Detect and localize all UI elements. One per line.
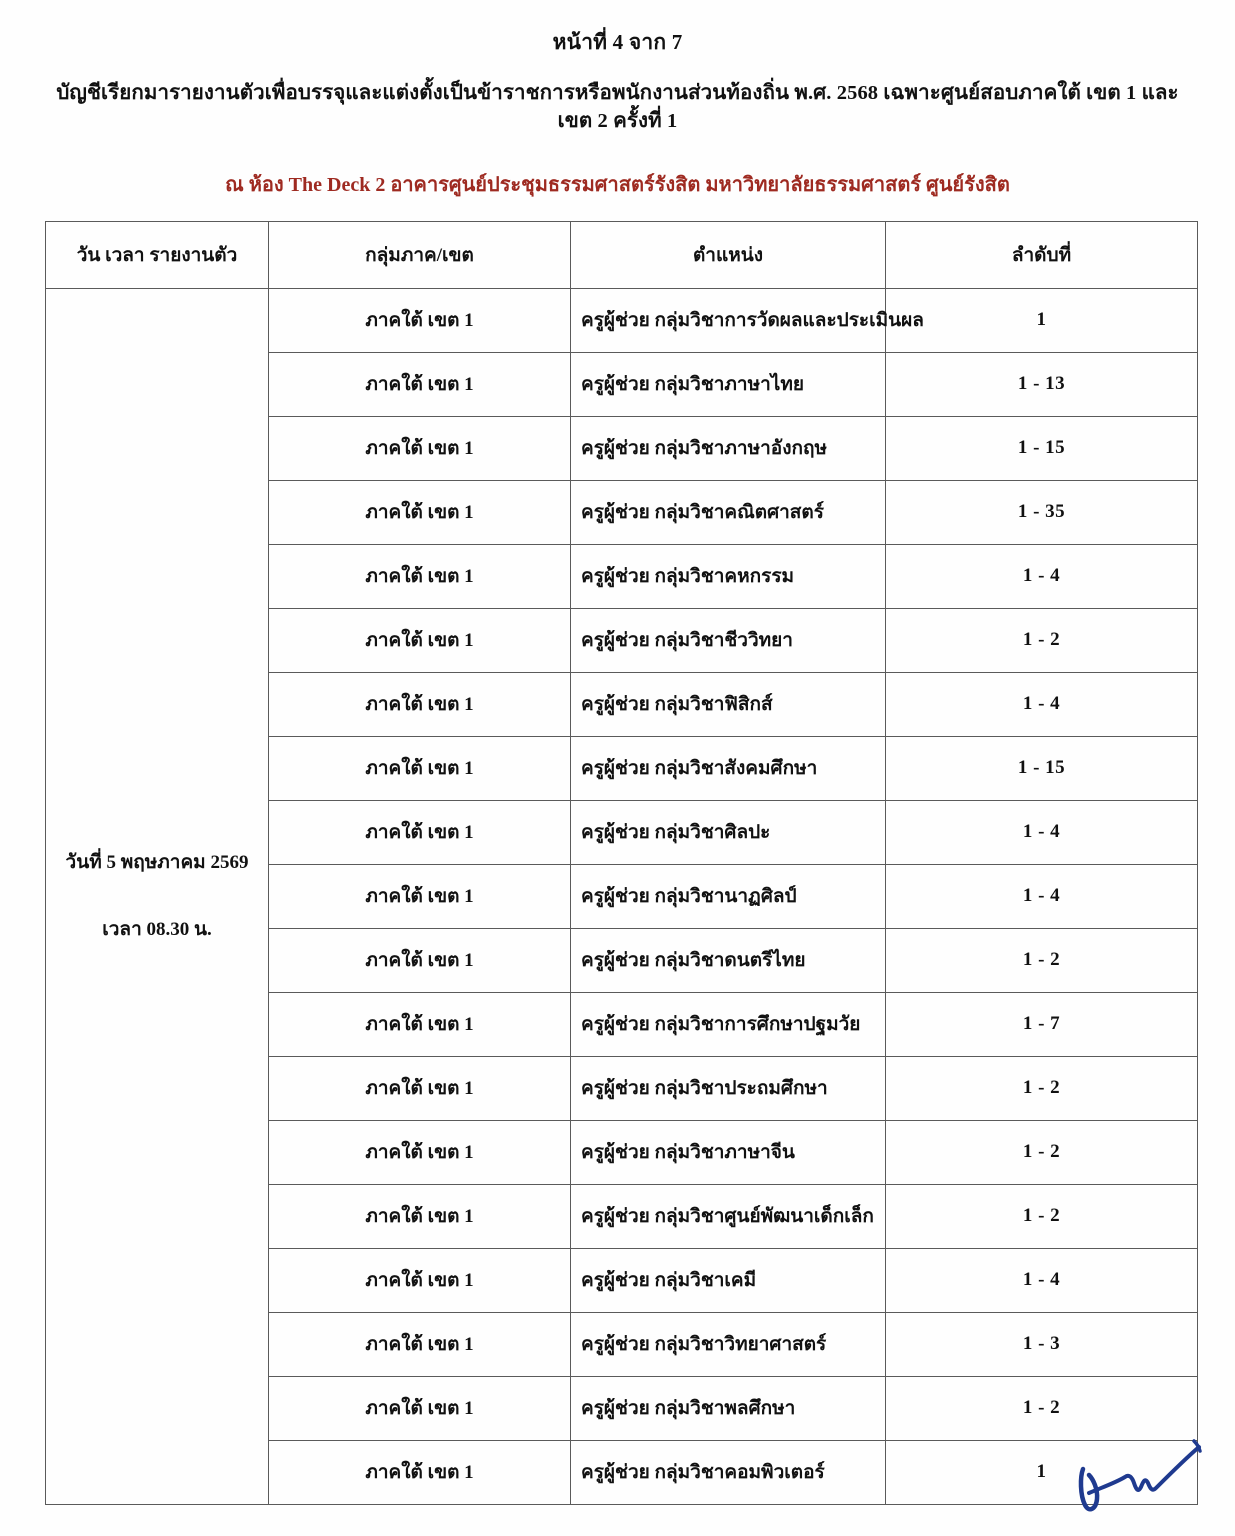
cell-region: ภาคใต้ เขต 1 xyxy=(269,352,571,416)
cell-order: 1 - 13 xyxy=(886,352,1198,416)
cell-position: ครูผู้ช่วย กลุ่มวิชาการวัดผลและประเมินผล xyxy=(571,288,886,352)
cell-region: ภาคใต้ เขต 1 xyxy=(269,736,571,800)
cell-region: ภาคใต้ เขต 1 xyxy=(269,544,571,608)
column-header-region: กลุ่มภาค/เขต xyxy=(269,221,571,288)
cell-order: 1 - 4 xyxy=(886,544,1198,608)
venue-subtitle: ณ ห้อง The Deck 2 อาคารศูนย์ประชุมธรรมศาสตร์รังสิต มหาวิทยาลัยธรรมศาสตร์ ศูนย์รังสิต xyxy=(225,173,1010,196)
cell-position: ครูผู้ช่วย กลุ่มวิชาภาษาไทย xyxy=(571,352,886,416)
cell-region: ภาคใต้ เขต 1 xyxy=(269,1056,571,1120)
report-table xyxy=(45,221,1198,1505)
cell-order: 1 - 2 xyxy=(886,1376,1198,1440)
cell-position: ครูผู้ช่วย กลุ่มวิชาคอมพิวเตอร์ xyxy=(571,1440,886,1504)
cell-position: ครูผู้ช่วย กลุ่มวิชาฟิสิกส์ xyxy=(571,672,886,736)
report-time: เวลา 08.30 น. xyxy=(102,919,212,941)
column-header-order: ลำดับที่ xyxy=(886,221,1198,288)
cell-order: 1 - 4 xyxy=(886,672,1198,736)
cell-position: ครูผู้ช่วย กลุ่มวิชาดนตรีไทย xyxy=(571,928,886,992)
cell-order: 1 - 4 xyxy=(886,1248,1198,1312)
cell-order: 1 - 2 xyxy=(886,928,1198,992)
cell-order: 1 - 2 xyxy=(886,608,1198,672)
cell-order: 1 - 4 xyxy=(886,800,1198,864)
cell-position: ครูผู้ช่วย กลุ่มวิชาศูนย์พัฒนาเด็กเล็ก xyxy=(571,1184,886,1248)
cell-order: 1 - 7 xyxy=(886,992,1198,1056)
table-header xyxy=(46,221,1198,288)
cell-order: 1 - 15 xyxy=(886,416,1198,480)
cell-position: ครูผู้ช่วย กลุ่มวิชาคณิตศาสตร์ xyxy=(571,480,886,544)
page-number-label: หน้าที่ 4 จาก 7 xyxy=(552,30,683,54)
cell-region: ภาคใต้ เขต 1 xyxy=(269,992,571,1056)
report-datetime-cell xyxy=(46,288,269,1504)
cell-position: ครูผู้ช่วย กลุ่มวิชาพลศึกษา xyxy=(571,1376,886,1440)
report-table-container xyxy=(45,221,1193,1505)
cell-region: ภาคใต้ เขต 1 xyxy=(269,1440,571,1504)
cell-position: ครูผู้ช่วย กลุ่มวิชาเคมี xyxy=(571,1248,886,1312)
report-date: วันที่ 5 พฤษภาคม 2569 xyxy=(65,852,249,874)
table-row xyxy=(46,288,1198,352)
cell-position: ครูผู้ช่วย กลุ่มวิชานาฏศิลป์ xyxy=(571,864,886,928)
cell-position: ครูผู้ช่วย กลุ่มวิชาคหกรรม xyxy=(571,544,886,608)
cell-order: 1 - 2 xyxy=(886,1056,1198,1120)
cell-region: ภาคใต้ เขต 1 xyxy=(269,608,571,672)
cell-region: ภาคใต้ เขต 1 xyxy=(269,1120,571,1184)
cell-position: ครูผู้ช่วย กลุ่มวิชาวิทยาศาสตร์ xyxy=(571,1312,886,1376)
cell-order: 1 - 2 xyxy=(886,1184,1198,1248)
cell-region: ภาคใต้ เขต 1 xyxy=(269,672,571,736)
cell-position: ครูผู้ช่วย กลุ่มวิชาสังคมศึกษา xyxy=(571,736,886,800)
column-header-datetime: วัน เวลา รายงานตัว xyxy=(46,221,269,288)
cell-position: ครูผู้ช่วย กลุ่มวิชาภาษาจีน xyxy=(571,1120,886,1184)
cell-position: ครูผู้ช่วย กลุ่มวิชาประถมศึกษา xyxy=(571,1056,886,1120)
cell-region: ภาคใต้ เขต 1 xyxy=(269,1312,571,1376)
cell-order: 1 - 2 xyxy=(886,1120,1198,1184)
cell-region: ภาคใต้ เขต 1 xyxy=(269,864,571,928)
cell-region: ภาคใต้ เขต 1 xyxy=(269,288,571,352)
cell-region: ภาคใต้ เขต 1 xyxy=(269,416,571,480)
cell-order: 1 - 3 xyxy=(886,1312,1198,1376)
table-body xyxy=(46,288,1198,1504)
cell-order: 1 - 4 xyxy=(886,864,1198,928)
cell-region: ภาคใต้ เขต 1 xyxy=(269,928,571,992)
cell-position: ครูผู้ช่วย กลุ่มวิชาการศึกษาปฐมวัย xyxy=(571,992,886,1056)
cell-region: ภาคใต้ เขต 1 xyxy=(269,800,571,864)
cell-order: 1 - 35 xyxy=(886,480,1198,544)
cell-position: ครูผู้ช่วย กลุ่มวิชาภาษาอังกฤษ xyxy=(571,416,886,480)
cell-order: 1 xyxy=(886,288,1198,352)
cell-region: ภาคใต้ เขต 1 xyxy=(269,1248,571,1312)
page-title: บัญชีเรียกมารายงานตัวเพื่อบรรจุและแต่งตั้งเป็นข้าราชการหรือพนักงานส่วนท้องถิ่น พ.ศ. 2568 เฉพาะศูนย์สอบภาคใต้ เขต 1 และเขต 2 ครั้งที่ 1 xyxy=(56,82,1179,132)
cell-region: ภาคใต้ เขต 1 xyxy=(269,1376,571,1440)
cell-order: 1 - 15 xyxy=(886,736,1198,800)
cell-region: ภาคใต้ เขต 1 xyxy=(269,480,571,544)
cell-order: 1 xyxy=(886,1440,1198,1504)
cell-position: ครูผู้ช่วย กลุ่มวิชาชีววิทยา xyxy=(571,608,886,672)
cell-region: ภาคใต้ เขต 1 xyxy=(269,1184,571,1248)
cell-position: ครูผู้ช่วย กลุ่มวิชาศิลปะ xyxy=(571,800,886,864)
column-header-position: ตำแหน่ง xyxy=(571,221,886,288)
table-header-row xyxy=(46,221,1198,288)
